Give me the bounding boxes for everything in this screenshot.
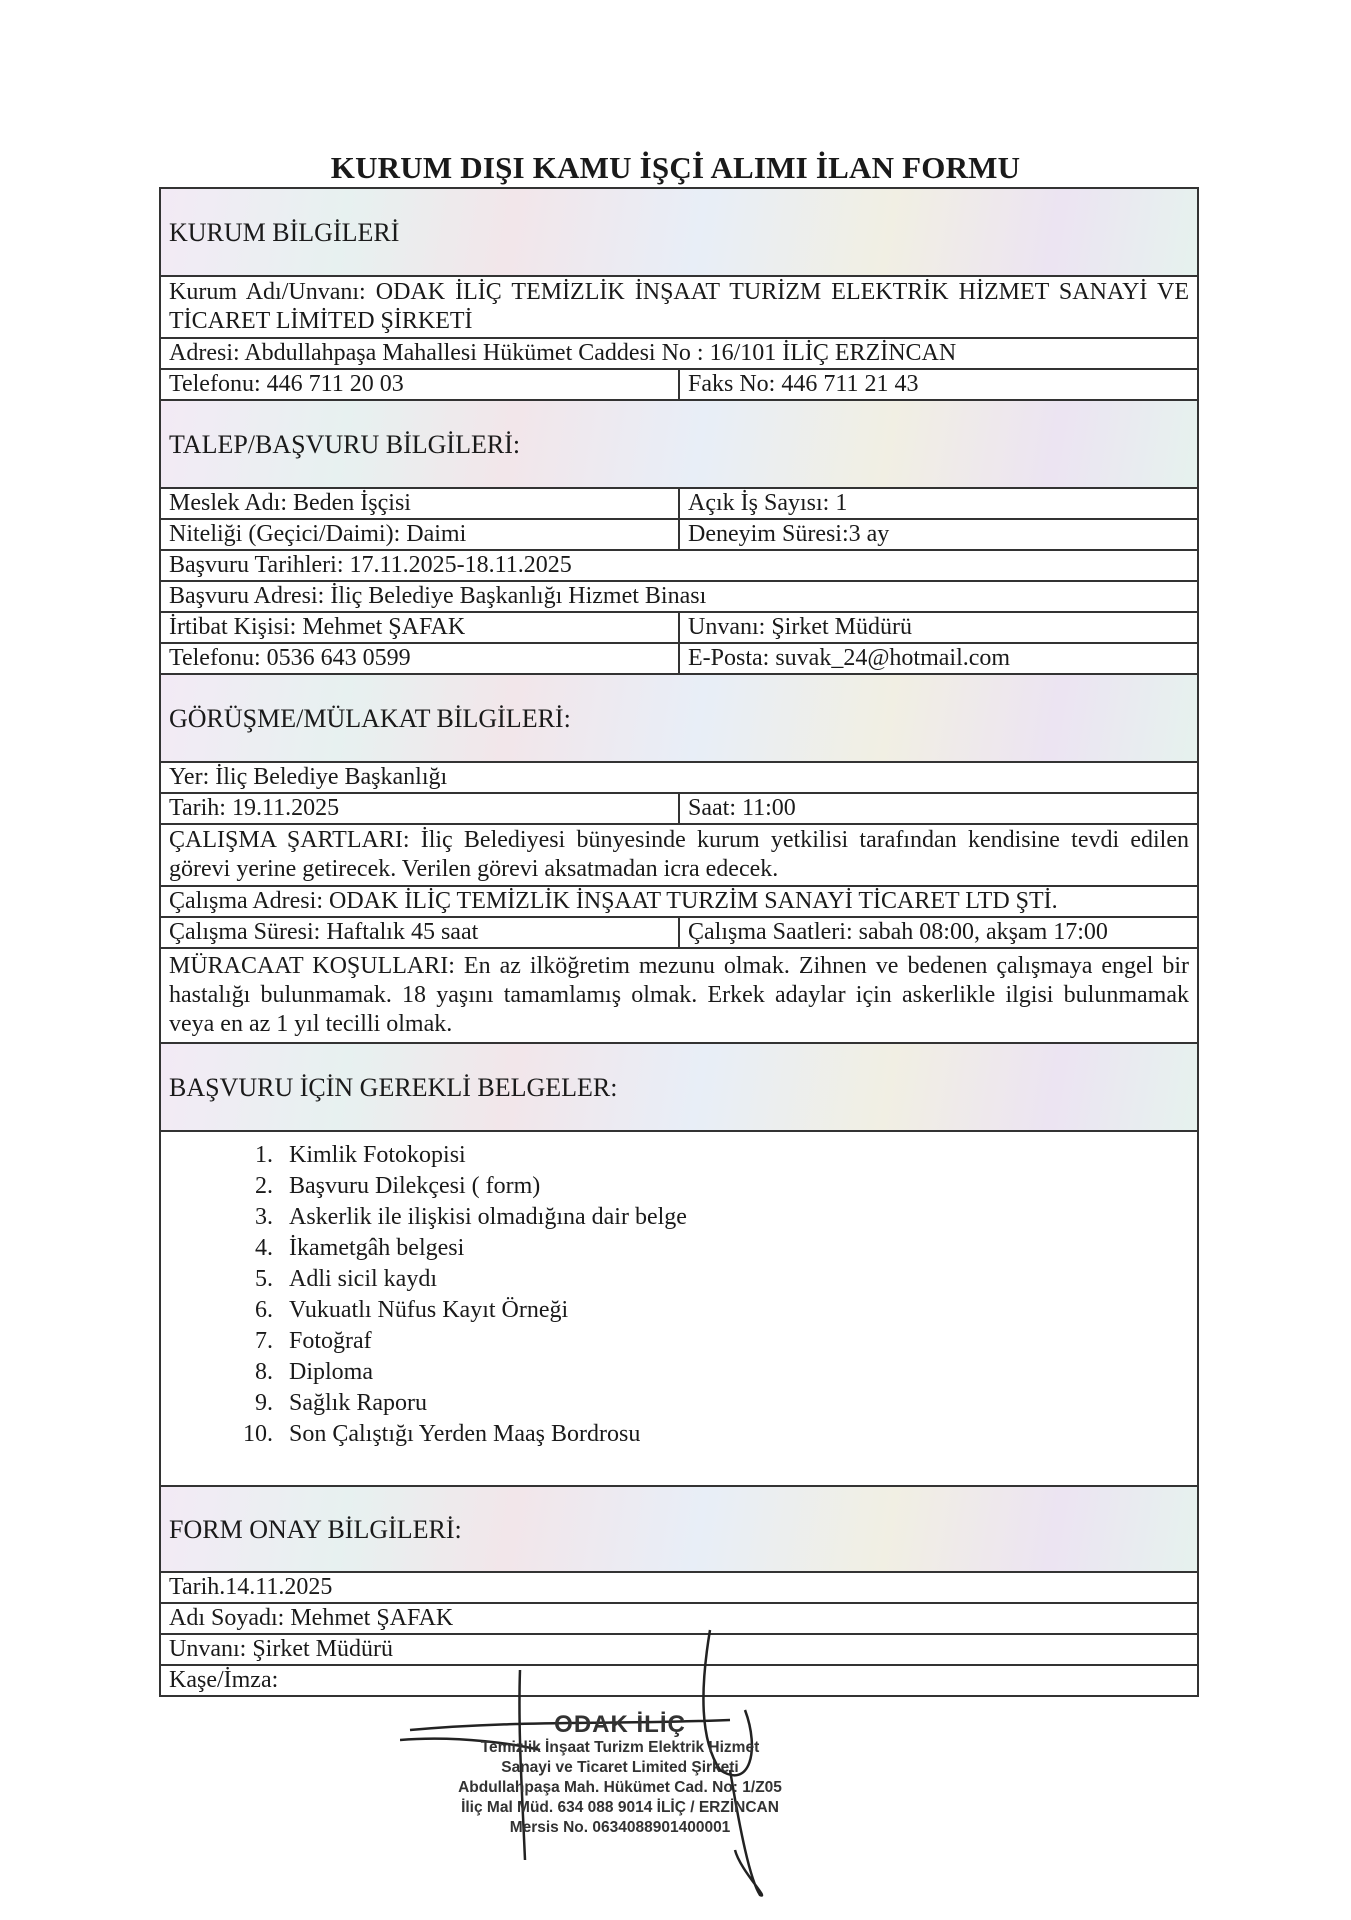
company-stamp bbox=[420, 1712, 820, 1838]
nitelik: Niteliği (Geçici/Daimi): Daimi bbox=[160, 519, 679, 550]
deneyim: Deneyim Süresi:3 ay bbox=[679, 519, 1198, 550]
acik-is-sayisi: Açık İş Sayısı: 1 bbox=[679, 488, 1198, 519]
list-item: 10. Son Çalıştığı Yerden Maaş Bordrosu bbox=[279, 1419, 1189, 1450]
section-gorusme-header: GÖRÜŞME/MÜLAKAT BİLGİLERİ: bbox=[160, 674, 1198, 762]
list-item: 8. Diploma bbox=[279, 1357, 1189, 1388]
kurum-adi: Kurum Adı/Unvanı: ODAK İLİÇ TEMİZLİK İNŞAAT TURİZM ELEKTRİK HİZMET SANAYİ VE TİCARET LİMİTED ŞİRKETİ bbox=[160, 276, 1198, 338]
calisma-adresi: Çalışma Adresi: ODAK İLİÇ TEMİZLİK İNŞAAT TURZİM SANAYİ TİCARET LTD ŞTİ. bbox=[160, 886, 1198, 917]
stamp-logo: ODAK İLİÇ bbox=[554, 1711, 686, 1738]
section-kurum-header: KURUM BİLGİLERİ bbox=[160, 188, 1198, 276]
stamp-line: İliç Mal Müd. 634 088 9014 İLİÇ / ERZİNCAN bbox=[461, 1799, 779, 1816]
list-item: 5. Adli sicil kaydı bbox=[279, 1264, 1189, 1295]
list-item: 3. Askerlik ile ilişkisi olmadığına dair belge bbox=[279, 1202, 1189, 1233]
kurum-faks: Faks No: 446 711 21 43 bbox=[679, 369, 1198, 400]
calisma-saatleri: Çalışma Saatleri: sabah 08:00, akşam 17:00 bbox=[679, 917, 1198, 948]
muracaat-kosullari: MÜRACAAT KOŞULLARI: En az ilköğretim mezunu olmak. Zihnen ve bedenen çalışmaya engel bir hastalığı bulunmamak. 18 yaşını tamamlamış olmak. Erkek adaylar için askerlikle ilgisi bulunmamak veya en az 1 yıl tecilli olmak. bbox=[160, 948, 1198, 1043]
meslek: Meslek Adı: Beden İşçisi bbox=[160, 488, 679, 519]
kurum-telefon: Telefonu: 446 711 20 03 bbox=[160, 369, 679, 400]
gorusme-saat: Saat: 11:00 bbox=[679, 793, 1198, 824]
gorusme-yer: Yer: İliç Belediye Başkanlığı bbox=[160, 762, 1198, 793]
stamp-line: Abdullahpaşa Mah. Hükümet Cad. No: 1/Z05 bbox=[458, 1779, 782, 1796]
onay-tarih: Tarih.14.11.2025 bbox=[160, 1572, 1198, 1603]
section-onay-header: FORM ONAY BİLGİLERİ: bbox=[160, 1486, 1198, 1572]
stamp-line: Temizlik İnşaat Turizm Elektrik Hizmet bbox=[480, 1739, 760, 1756]
irtibat-eposta: E-Posta: suvak_24@hotmail.com bbox=[679, 643, 1198, 674]
stamp-line: Mersis No. 0634088901400001 bbox=[509, 1819, 731, 1836]
section-talep-header: TALEP/BAŞVURU BİLGİLERİ: bbox=[160, 400, 1198, 488]
list-item: 9. Sağlık Raporu bbox=[279, 1388, 1189, 1419]
calisma-suresi: Çalışma Süresi: Haftalık 45 saat bbox=[160, 917, 679, 948]
list-item: 4. İkametgâh belgesi bbox=[279, 1233, 1189, 1264]
onay-kase-imza: Kaşe/İmza: bbox=[160, 1665, 1198, 1696]
gorusme-tarih: Tarih: 19.11.2025 bbox=[160, 793, 679, 824]
irtibat-telefon: Telefonu: 0536 643 0599 bbox=[160, 643, 679, 674]
basvuru-tarihleri: Başvuru Tarihleri: 17.11.2025-18.11.2025 bbox=[160, 550, 1198, 581]
stamp-line: Sanayi ve Ticaret Limited Şirketi bbox=[501, 1759, 739, 1776]
list-item: 6. Vukuatlı Nüfus Kayıt Örneği bbox=[279, 1295, 1189, 1326]
onay-adi-soyadi: Adı Soyadı: Mehmet ŞAFAK bbox=[160, 1603, 1198, 1634]
form-table bbox=[159, 187, 1199, 1697]
belgeler-list bbox=[160, 1131, 1198, 1486]
list-item: 2. Başvuru Dilekçesi ( form) bbox=[279, 1171, 1189, 1202]
irtibat-unvan: Unvanı: Şirket Müdürü bbox=[679, 612, 1198, 643]
section-belgeler-header: BAŞVURU İÇİN GEREKLİ BELGELER: bbox=[160, 1043, 1198, 1131]
form-title: KURUM DIŞI KAMU İŞÇİ ALIMI İLAN FORMU bbox=[330, 150, 1021, 185]
list-item: 7. Fotoğraf bbox=[279, 1326, 1189, 1357]
onay-unvan: Unvanı: Şirket Müdürü bbox=[160, 1634, 1198, 1665]
calisma-sartlari: ÇALIŞMA ŞARTLARI: İliç Belediyesi bünyesinde kurum yetkilisi tarafından kendisine tevdi edilen görevi yerine getirecek. Verilen görevi aksatmadan icra edecek. bbox=[160, 824, 1198, 886]
basvuru-adresi: Başvuru Adresi: İliç Belediye Başkanlığı Hizmet Binası bbox=[160, 581, 1198, 612]
irtibat-kisisi: İrtibat Kişisi: Mehmet ŞAFAK bbox=[160, 612, 679, 643]
kurum-adres: Adresi: Abdullahpaşa Mahallesi Hükümet Caddesi No : 16/101 İLİÇ ERZİNCAN bbox=[160, 338, 1198, 369]
list-item: 1. Kimlik Fotokopisi bbox=[279, 1140, 1189, 1171]
